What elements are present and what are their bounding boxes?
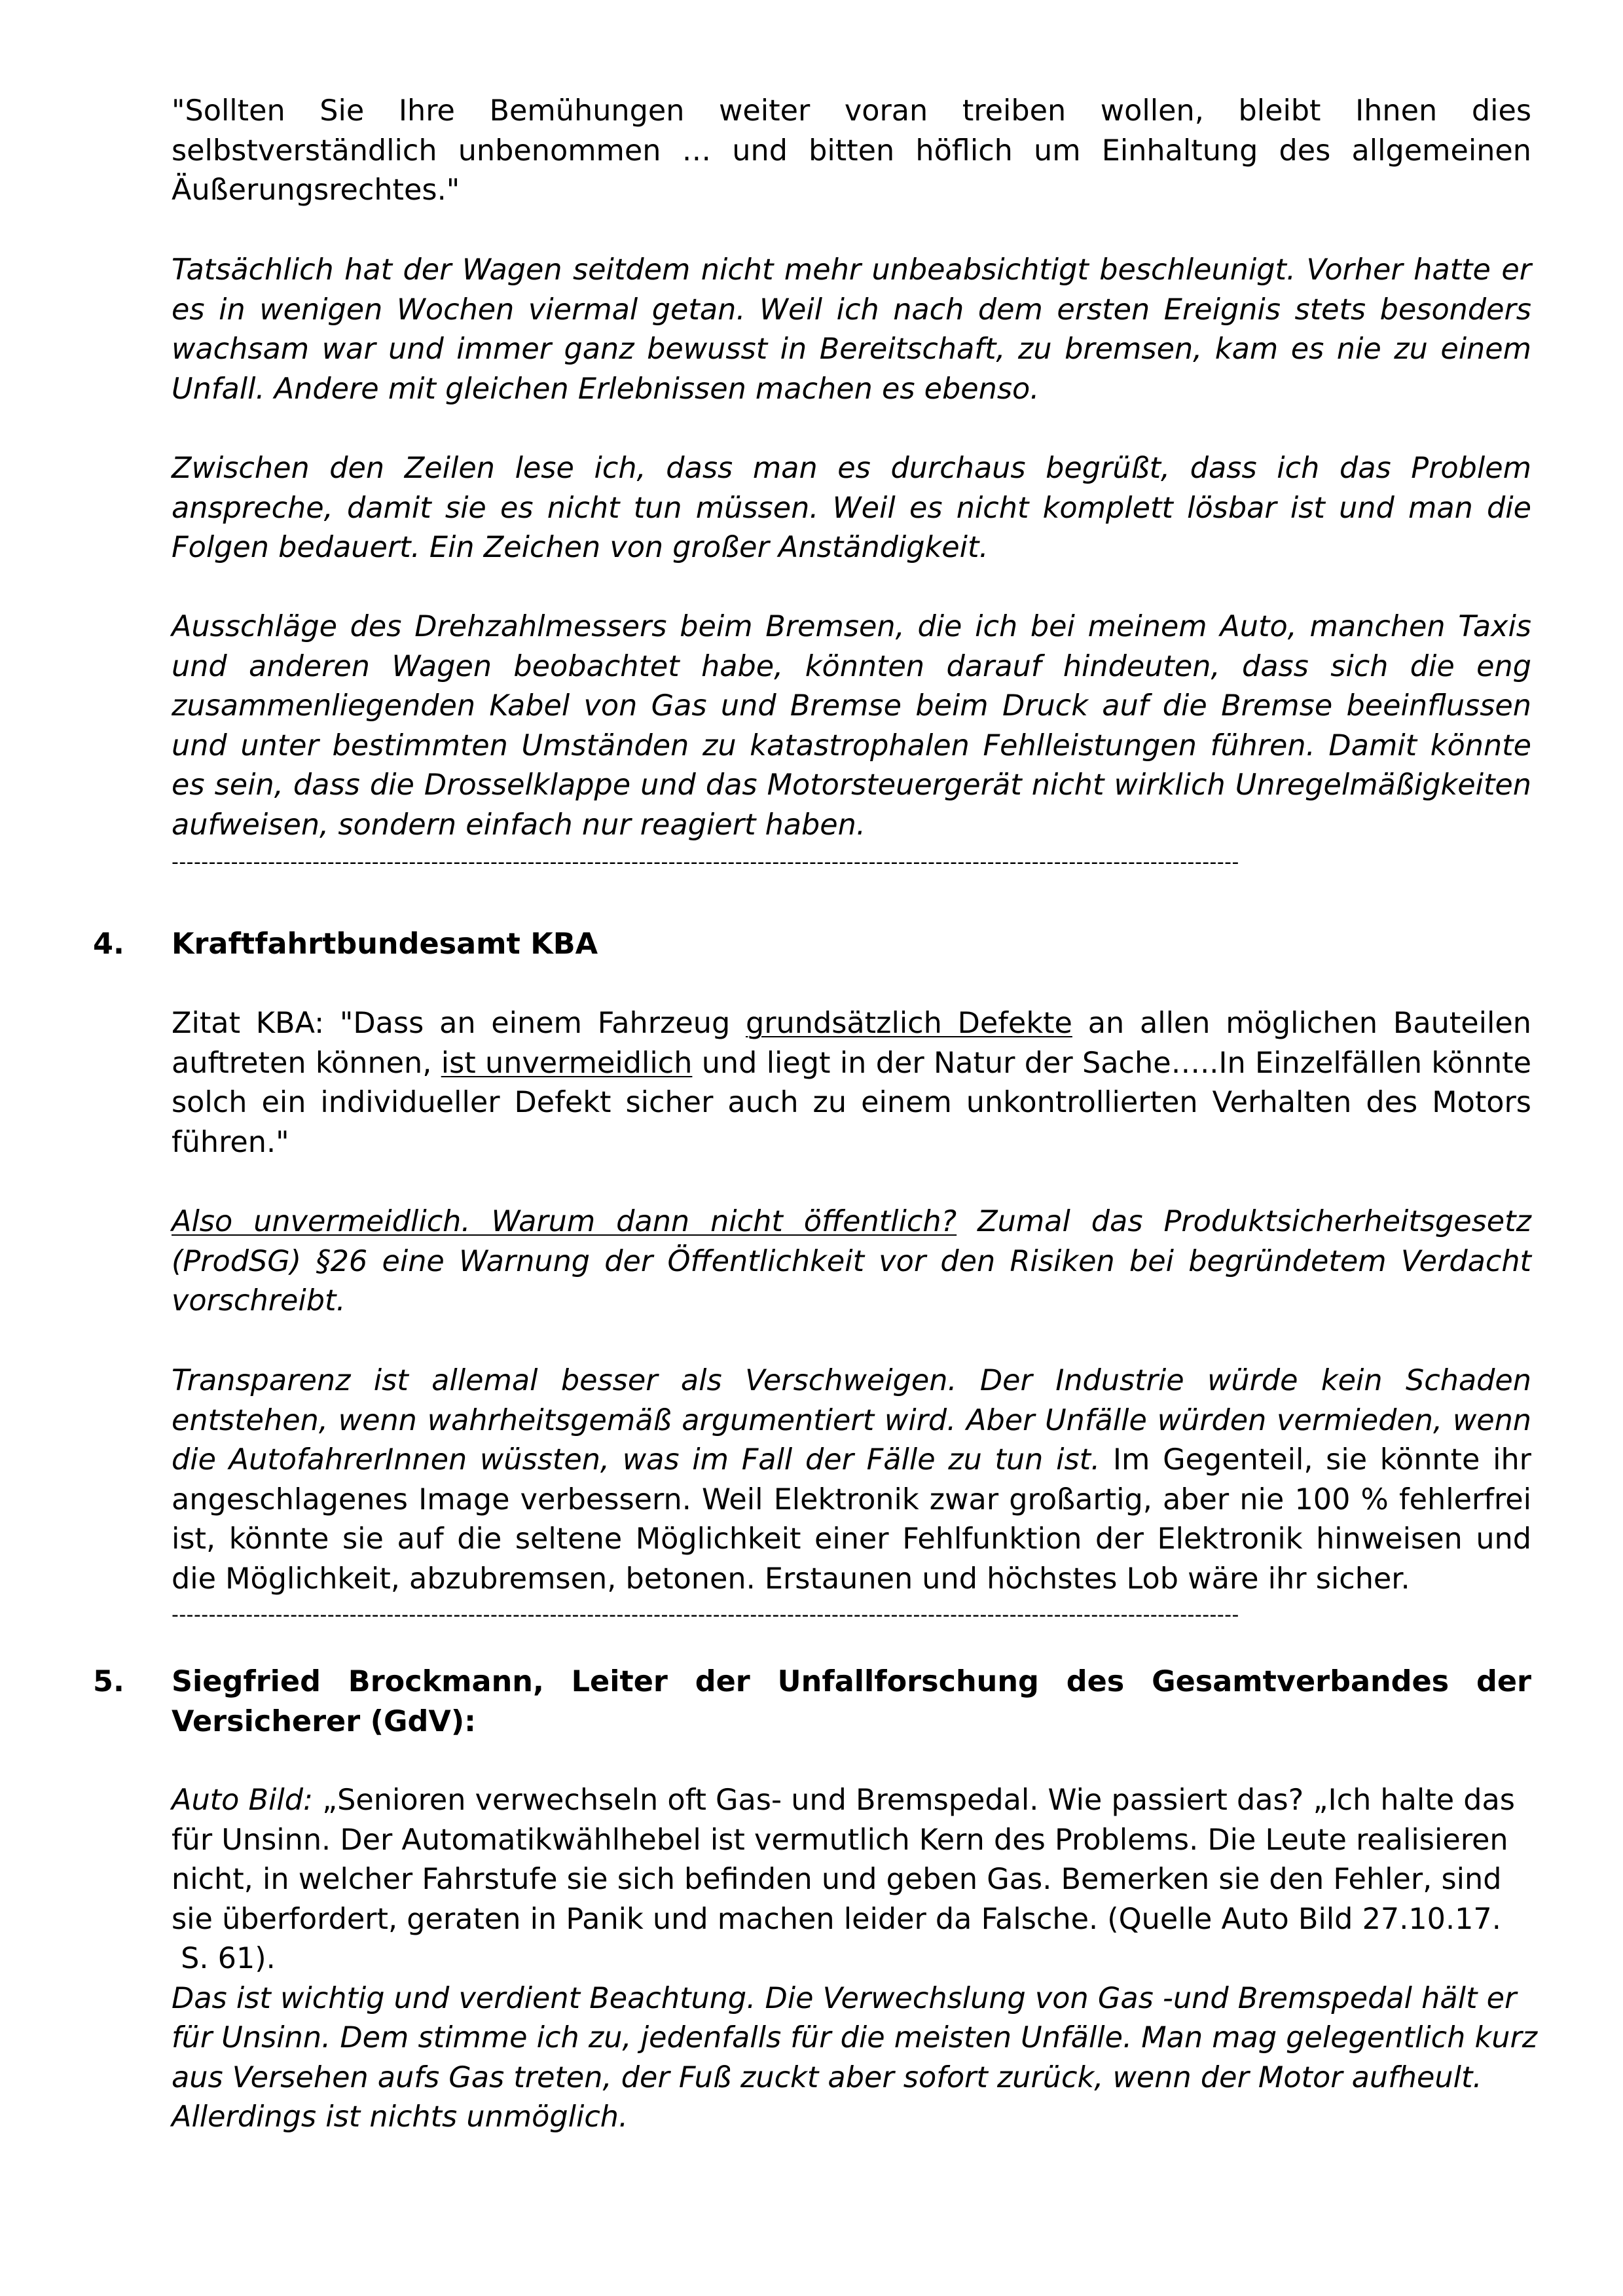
- kba-quote-underlined-2: ist unvermeidlich: [441, 1046, 693, 1080]
- kba-quote: [172, 1004, 1531, 1162]
- section-title-4: Kraftfahrtbundesamt KBA: [172, 927, 598, 961]
- comment-line: Allerdings ist nichts unmöglich.: [172, 2100, 629, 2134]
- paragraph-italic-2: Zwischen den Zeilen lese ich, dass man es durchaus begrüßt, dass ich das Problem anspreche, damit sie es nicht tun müssen. Weil es nicht komplett lösbar ist und man die Folgen bedauert. Ein Zeichen von großer Anständigkeit.: [172, 452, 1531, 564]
- quote-line: „Senioren verwechseln oft Gas- und Bremspedal. Wie passiert das? „Ich halte das: [312, 1784, 1515, 1817]
- kba-quote-text: Zitat KBA: "Dass an einem Fahrzeug: [172, 1007, 746, 1040]
- kba-comment-text: Zumal das Produktsicherheitsgesetz (ProdSG) §26 eine Warnung der Öffentlichkeit vor den Risiken bei begründetem Verdacht vorschreibt.: [172, 1205, 1531, 1318]
- kba-quote-text: und liegt in der Natur der Sache…..In Einzelfällen könnte solch ein individueller Defekt sicher auch zu einem unkontrollierten Verhalten des Motors führen.": [172, 1046, 1531, 1159]
- paragraph-italic-1: Tatsächlich hat der Wagen seitdem nicht mehr unbeabsichtigt beschleunigt. Vorher hatte er es in wenigen Wochen viermal getan. Weil ich nach dem ersten Ereignis stets besonders wachsam war und immer ganz bewusst in Bereitschaft, zu bremsen, kam es nie zu einem Unfall. Andere mit gleichen Erlebnissen machen es ebenso.: [172, 253, 1531, 406]
- section-number-5: 5.: [93, 1665, 124, 1698]
- comment-line: aus Versehen aufs Gas treten, der Fuß zuckt aber sofort zurück, wenn der Motor aufheult.: [172, 2060, 1482, 2094]
- quote-line: sie überfordert, geraten in Panik und machen leider da Falsche. (Quelle Auto Bild 27.10.17.: [172, 1902, 1501, 1936]
- kba-quote-text: an allen möglichen Bauteilen auftreten können,: [172, 1007, 1531, 1080]
- comment-line: Das ist wichtig und verdient Beachtung. Die Verwechslung von Gas -und Bremspedal hält er: [172, 1981, 1517, 2015]
- kba-comment-1: [172, 1202, 1531, 1321]
- quote-line: nicht, in welcher Fahrstufe sie sich befinden und geben Gas. Bemerken sie den Fehler, sind: [172, 1863, 1502, 1896]
- kba-comment-regular: Im Gegenteil, sie könnte ihr angeschlagenes Image verbessern. Weil Elektronik zwar großartig, aber nie 100 % fehlerfrei ist, könnte sie auf die seltene Möglichkeit einer Fehlfunktion der Elektronik hinweisen und die Möglichkeit, abzubremsen, betonen. Erstaunen und höchstes Lob wäre ihr sicher.: [172, 1443, 1531, 1596]
- kba-comment-2: [172, 1361, 1531, 1599]
- source-label: Auto Bild:: [172, 1784, 313, 1817]
- kba-comment-italic: Transparenz ist allemal besser als Verschweigen. Der Industrie würde kein Schaden entstehen, wenn wahrheitsgemäß argumentiert wird. Aber Unfälle würden vermieden, wenn die AutofahrerInnen wüssten, was im Fall der Fälle zu tun ist.: [172, 1364, 1531, 1477]
- section-number-4: 4.: [93, 927, 124, 961]
- quote-line: für Unsinn. Der Automatikwählhebel ist vermutlich Kern des Problems. Die Leute realisieren: [172, 1823, 1508, 1857]
- kba-comment-underlined: Also unvermeidlich. Warum dann nicht öffentlich?: [172, 1205, 957, 1238]
- separator-line: ------------------------------------------------------------------------------------------------------------------------------------------------: [172, 851, 1239, 874]
- separator-line: ------------------------------------------------------------------------------------------------------------------------------------------------: [172, 1604, 1239, 1626]
- paragraph-italic-3: Ausschläge des Drehzahlmessers beim Bremsen, die ich bei meinem Auto, manchen Taxis und anderen Wagen beobachtet habe, könnten darauf hindeuten, dass sich die eng zusammenliegenden Kabel von Gas und Bremse beim Druck auf die Bremse beeinflussen und unter bestimmten Umständen zu katastrophalen Fehlleistungen führen. Damit könnte es sein, dass die Drosselklappe und das Motorsteuergerät nicht wirklich Unregelmäßigkeiten aufweisen, sondern einfach nur reagiert haben.: [172, 610, 1531, 842]
- quote-line: S. 61).: [172, 1942, 276, 1975]
- kba-quote-underlined-1: grundsätzlich Defekte: [746, 1007, 1072, 1040]
- quoted-statement: "Sollten Sie Ihre Bemühungen weiter voran treiben wollen, bleibt Ihnen dies selbstverständlich unbenommen … und bitten höflich um Einhaltung des allgemeinen Äußerungsrechtes.": [172, 94, 1531, 207]
- comment-line: für Unsinn. Dem stimme ich zu, jedenfalls für die meisten Unfälle. Man mag gelegentlich kurz: [172, 2021, 1538, 2054]
- auto-bild-quote: [172, 1781, 1538, 2138]
- section-title-5: Siegfried Brockmann, Leiter der Unfallforschung des Gesamtverbandes der Versicherer (GdV):: [172, 1665, 1531, 1738]
